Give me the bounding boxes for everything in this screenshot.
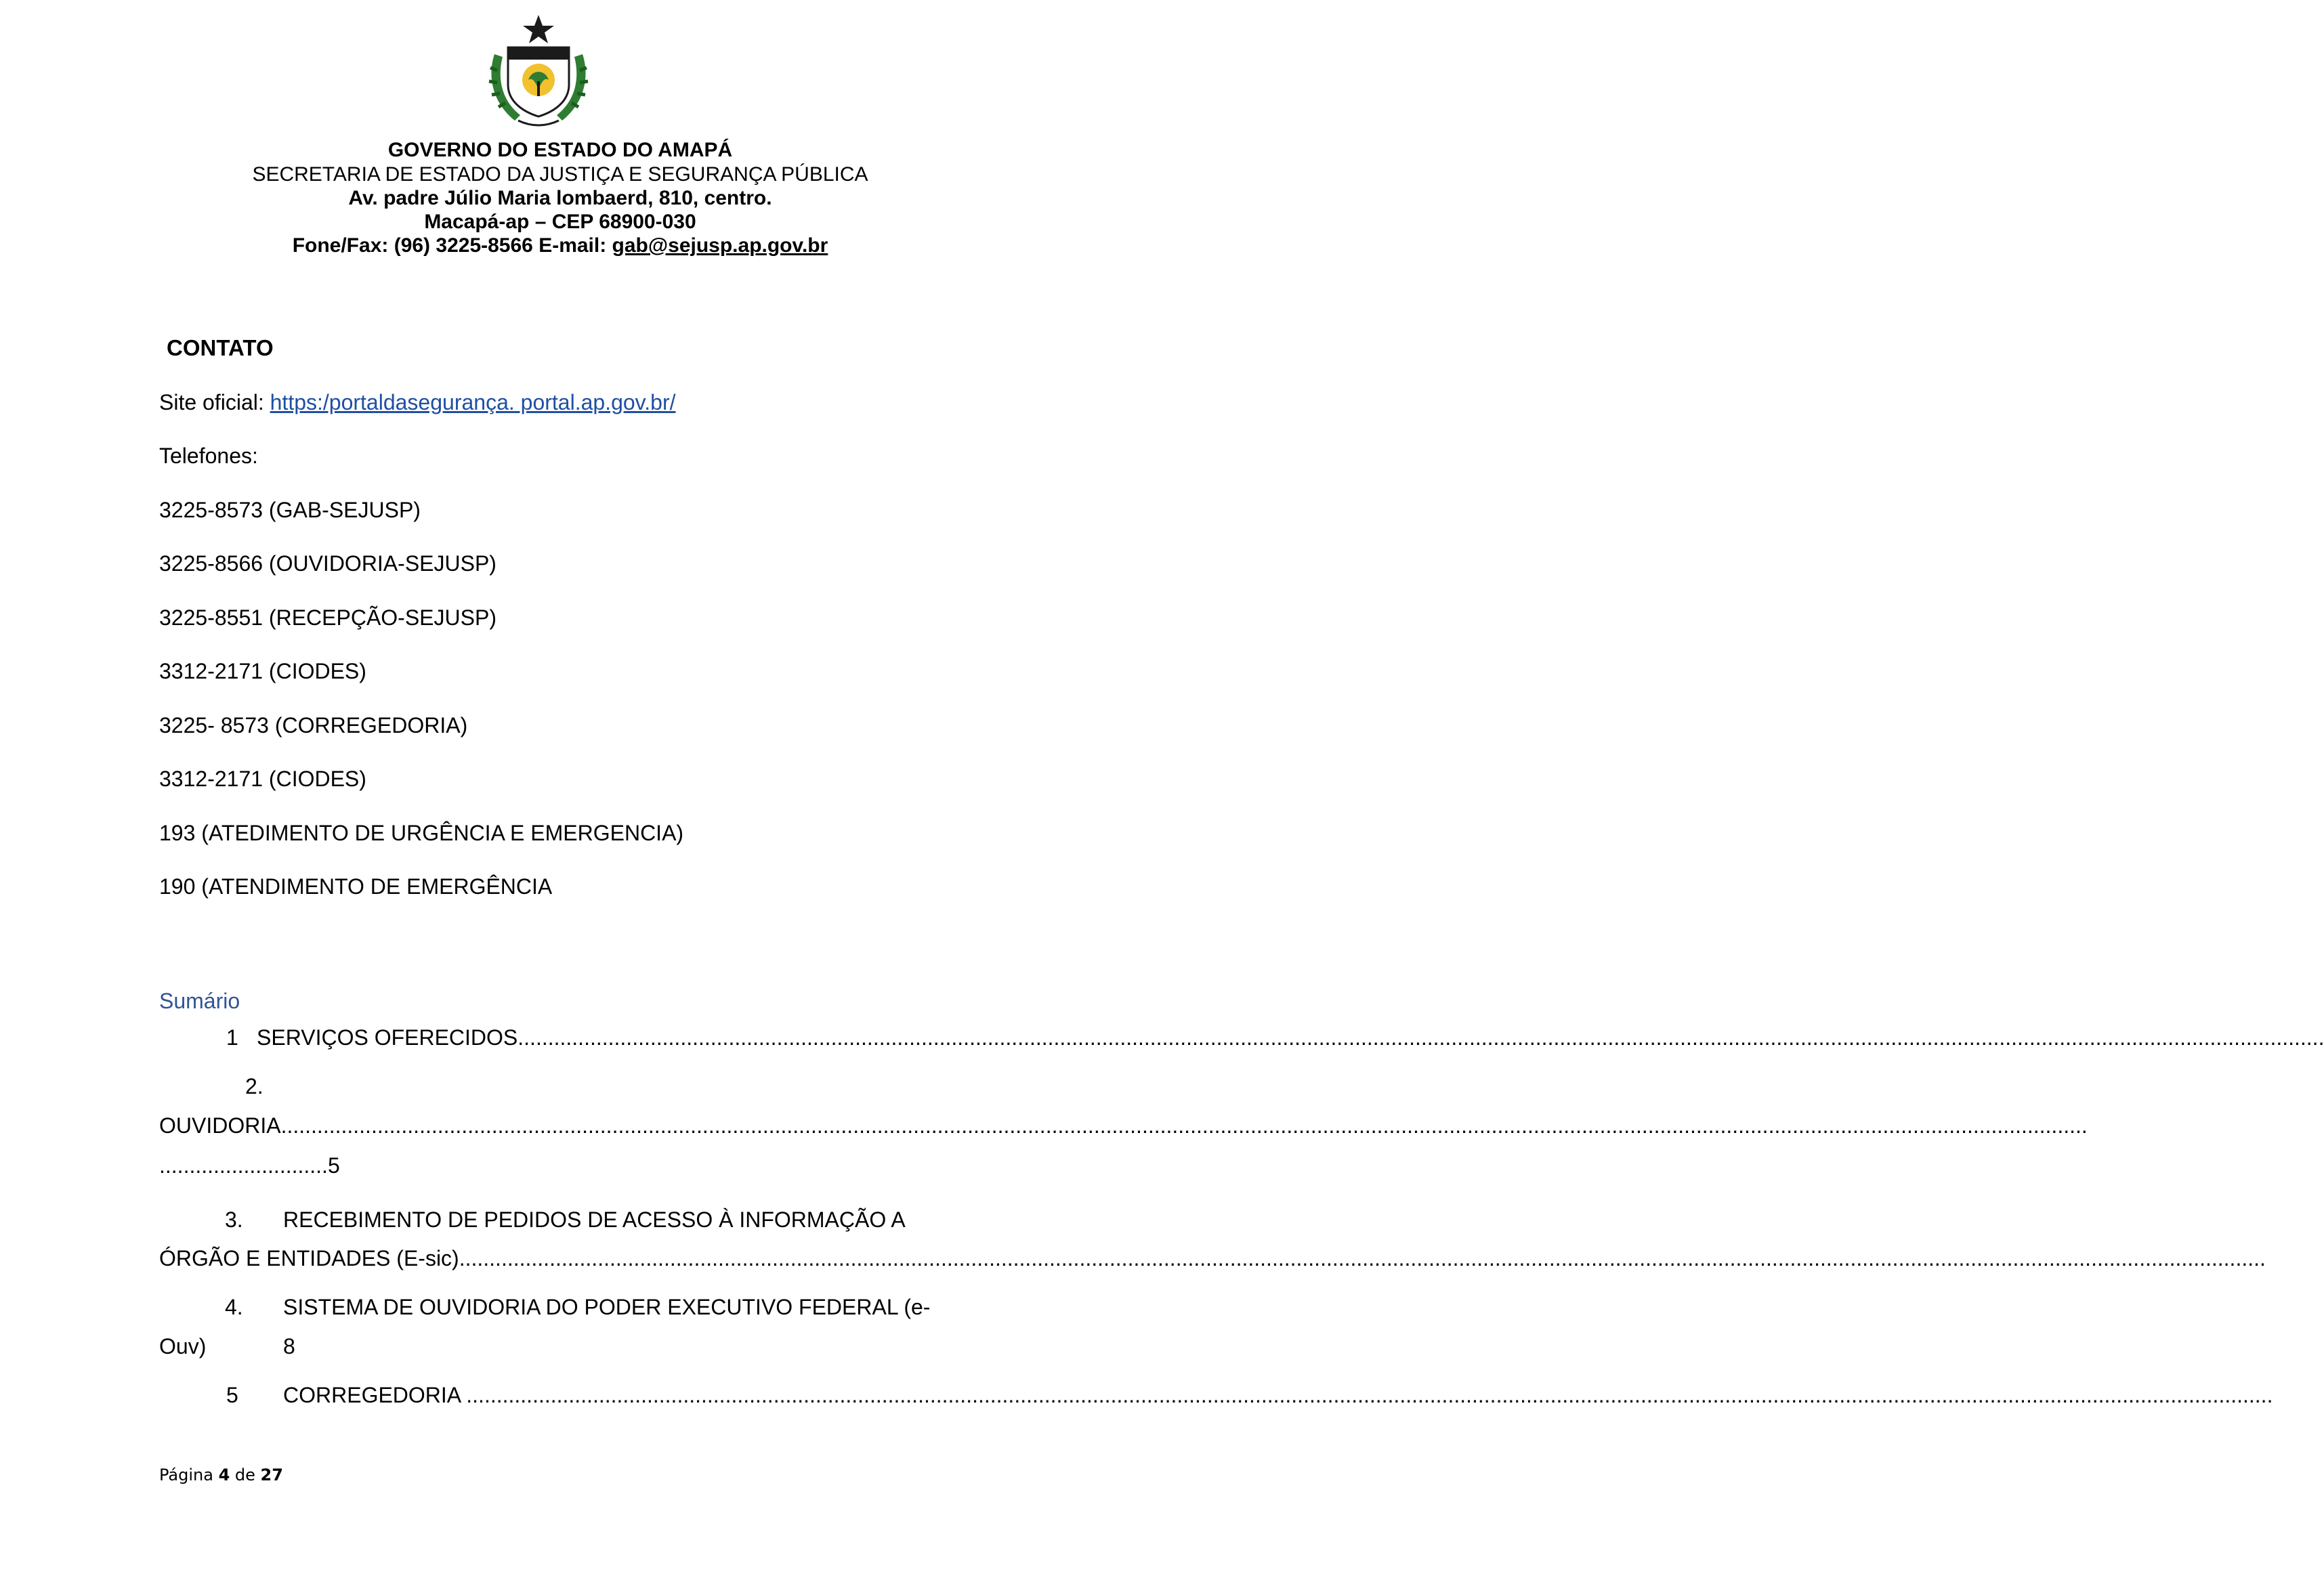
header-contact-line xyxy=(0,234,1120,258)
toc-item-2-number: 2. xyxy=(245,1074,263,1098)
header-city: Macapá-ap – CEP 68900-030 xyxy=(424,211,696,233)
contact-heading: CONTATO xyxy=(167,335,274,360)
toc-item-3-number: 3. xyxy=(225,1207,243,1232)
toc-item-5[interactable] xyxy=(283,1382,2273,1409)
toc-item-2-text: OUVIDORIA xyxy=(159,1113,281,1138)
toc-item-1[interactable] xyxy=(257,1024,2324,1051)
phone-item: 3312-2171 (CIODES) xyxy=(159,767,366,791)
phone-item: 3225-8551 (RECEPÇÃO-SEJUSP) xyxy=(159,605,497,630)
toc-item-2-page: 5 xyxy=(327,1153,340,1178)
toc-leader-dots: ............................................................................................................................................................................................................................................................................................................ xyxy=(466,1383,2273,1407)
phone-item: 3225- 8573 (CORREGEDORIA) xyxy=(159,713,468,737)
toc-leader-dots: ............................................................................................................................................................................................................................................................................................................ xyxy=(459,1246,2266,1270)
site-label: Site oficial: xyxy=(159,390,270,414)
phone-item: 3312-2171 (CIODES) xyxy=(159,659,366,683)
phones-label: Telefones: xyxy=(159,444,258,468)
phone-item: 3225-8566 (OUVIDORIA-SEJUSP) xyxy=(159,551,497,576)
header-email-link[interactable]: gab@sejusp.ap.gov.br xyxy=(612,234,828,257)
toc-item-4-text[interactable]: SISTEMA DE OUVIDORIA DO PODER EXECUTIVO FEDERAL (e- xyxy=(283,1295,931,1319)
footer-page-of: de xyxy=(230,1465,261,1484)
header-address: Av. padre Júlio Maria lombaerd, 810, centro. xyxy=(348,187,772,209)
toc-leader-dots: ............................ xyxy=(159,1153,328,1178)
phone-item: 190 (ATENDIMENTO DE EMERGÊNCIA xyxy=(159,874,553,899)
toc-item-3-cont[interactable] xyxy=(159,1245,2266,1272)
site-line xyxy=(159,389,676,416)
toc-leader-dots: ............................................................................................................................................................................................................................................................................................................ xyxy=(280,1113,2088,1138)
toc-item-3-text[interactable]: RECEBIMENTO DE PEDIDOS DE ACESSO À INFORMAÇÃO A xyxy=(283,1207,906,1232)
toc-item-3-text-cont: ÓRGÃO E ENTIDADES (E-sic) xyxy=(159,1246,459,1270)
footer-page-current: 4 xyxy=(218,1465,230,1484)
toc-item-2-page-line xyxy=(159,1152,340,1179)
toc-item-2[interactable] xyxy=(159,1112,2088,1139)
site-link[interactable]: https:/portaldasegurança. portal.ap.gov.br/ xyxy=(270,390,676,414)
page-footer xyxy=(159,1465,283,1485)
toc-title: Sumário xyxy=(159,989,240,1013)
header-phone: Fone/Fax: (96) 3225-8566 E-mail: xyxy=(292,234,612,257)
toc-item-4-page: 8 xyxy=(283,1334,295,1358)
phone-item: 193 (ATEDIMENTO DE URGÊNCIA E EMERGENCIA) xyxy=(159,821,684,845)
toc-item-4-number: 4. xyxy=(225,1295,243,1319)
phone-item: 3225-8573 (GAB-SEJUSP) xyxy=(159,498,421,522)
toc-item-5-text: CORREGEDORIA xyxy=(283,1383,467,1407)
toc-item-1-number: 1 xyxy=(226,1025,238,1050)
footer-page-label: Página xyxy=(159,1465,219,1484)
toc-item-1-text: SERVIÇOS OFERECIDOS xyxy=(257,1025,518,1050)
header-title: GOVERNO DO ESTADO DO AMAPÁ xyxy=(387,139,733,161)
header-secretaria: SECRETARIA DE ESTADO DA JUSTIÇA E SEGURANÇA PÚBLICA xyxy=(252,163,868,186)
footer-page-total: 27 xyxy=(260,1465,283,1484)
toc-item-4-text-cont: Ouv) xyxy=(159,1334,207,1358)
toc-item-5-number: 5 xyxy=(226,1383,238,1407)
toc-leader-dots: ............................................................................................................................................................................................................................................................................................................ xyxy=(517,1025,2324,1050)
state-coat-of-arms-seal xyxy=(481,14,596,130)
